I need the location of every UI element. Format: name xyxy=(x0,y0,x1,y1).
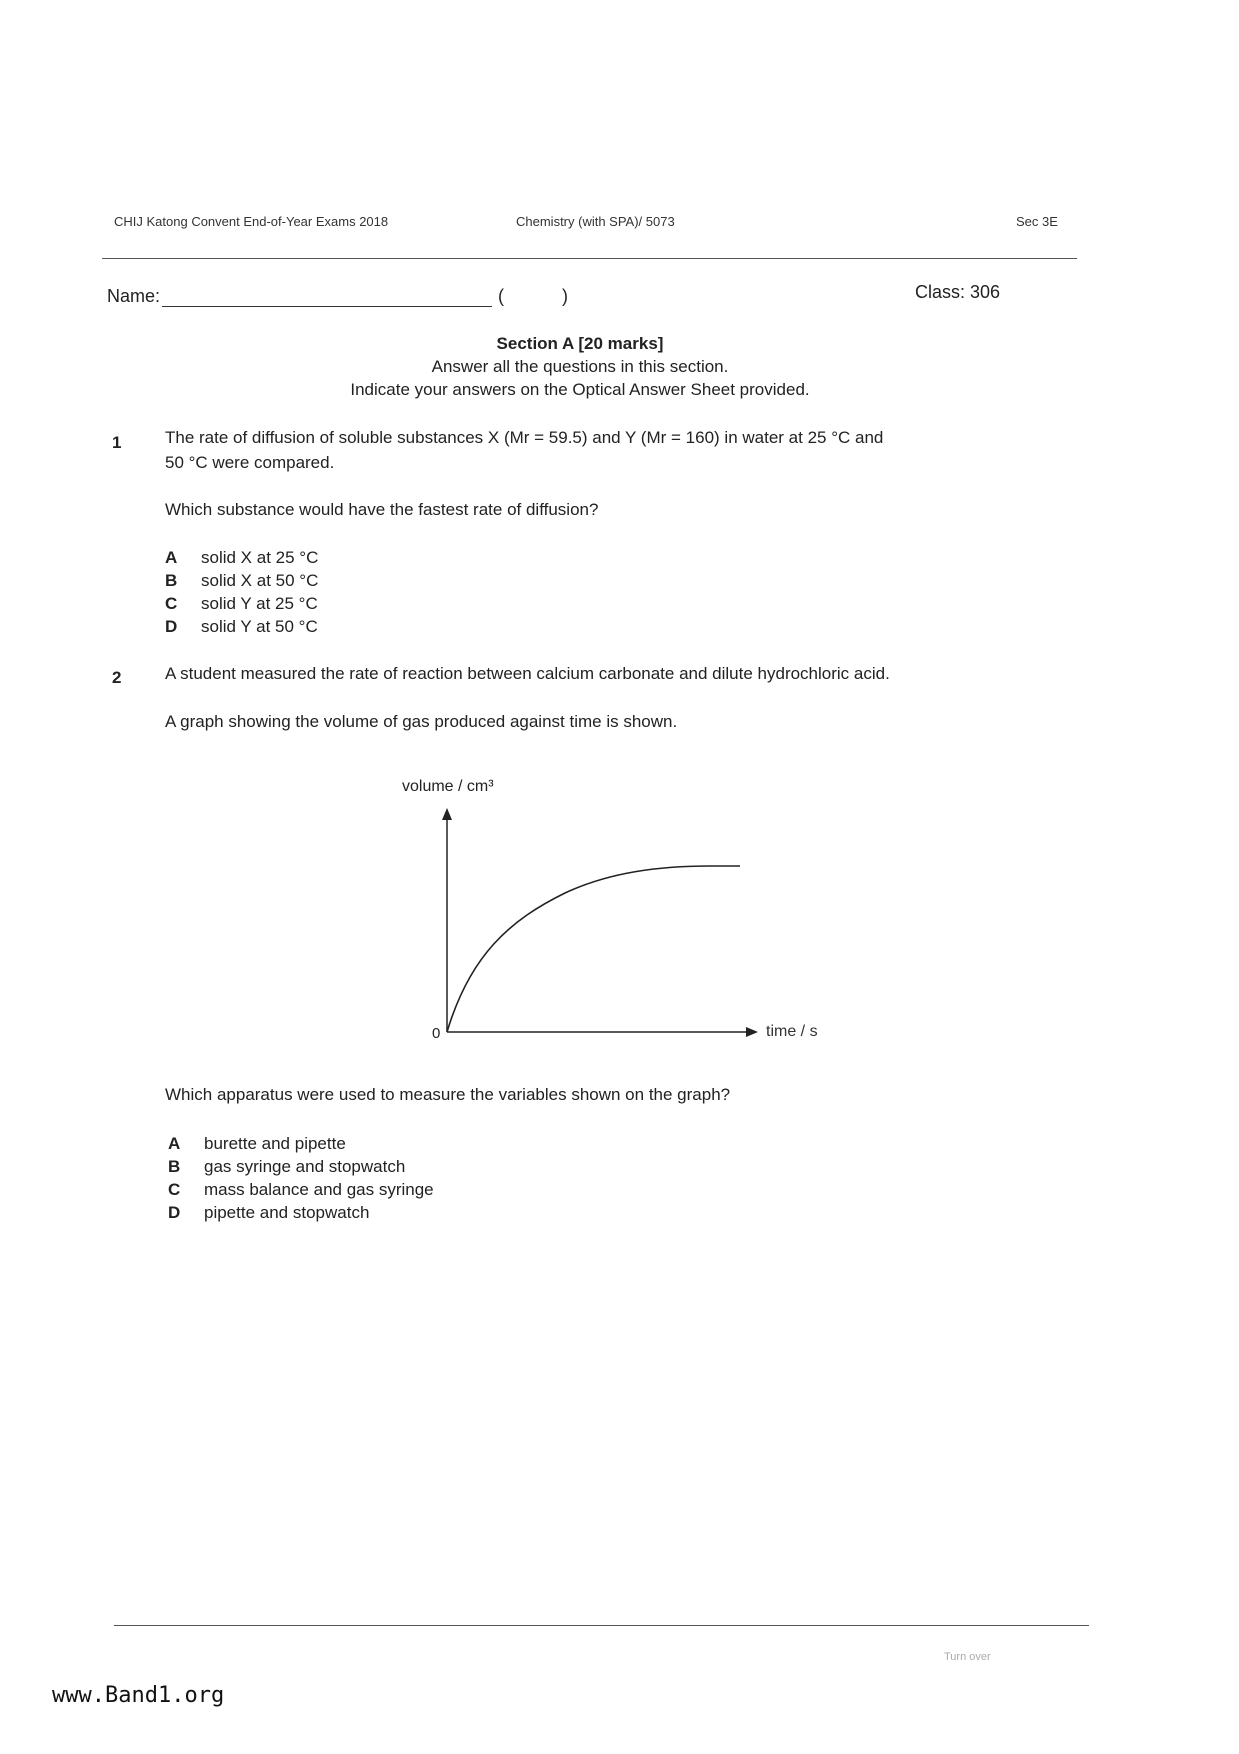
option-letter: A xyxy=(165,548,178,567)
turn-over-note: Turn over xyxy=(944,1651,991,1663)
option-letter: A xyxy=(168,1134,181,1153)
question-1-text-line2: 50 °C were compared. xyxy=(165,453,335,472)
graph-y-axis-label: volume / cm³ xyxy=(402,778,494,795)
option-text: solid Y at 50 °C xyxy=(201,617,318,636)
question-1-option-a xyxy=(165,546,318,569)
option-letter: D xyxy=(165,617,178,636)
section-instruction-1: Answer all the questions in this section. xyxy=(431,357,729,376)
question-1-text-line1: The rate of diffusion of soluble substances X (Mr = 59.5) and Y (Mr = 160) in water at 25 °C and xyxy=(165,428,884,447)
option-letter: C xyxy=(168,1180,181,1199)
question-2-number: 2 xyxy=(112,668,122,687)
option-text: gas syringe and stopwatch xyxy=(204,1157,406,1176)
question-1-option-b xyxy=(165,569,318,592)
question-2-option-d xyxy=(168,1201,369,1224)
graph-origin-label: 0 xyxy=(432,1025,441,1042)
section-instruction-2: Indicate your answers on the Optical Answer Sheet provided. xyxy=(350,380,810,399)
graph-y-arrowhead xyxy=(442,808,452,820)
question-2-text-line2: A graph showing the volume of gas produced against time is shown. xyxy=(165,712,678,731)
index-paren-close: ) xyxy=(562,286,569,306)
exam-header-school: CHIJ Katong Convent End-of-Year Exams 2018 xyxy=(114,214,389,229)
option-text: pipette and stopwatch xyxy=(204,1203,370,1222)
option-letter: B xyxy=(165,571,178,590)
question-1-number: 1 xyxy=(112,433,122,452)
question-1-prompt: Which substance would have the fastest rate of diffusion? xyxy=(165,500,599,519)
option-letter: C xyxy=(165,594,178,613)
option-letter: B xyxy=(168,1157,181,1176)
question-2-option-b xyxy=(168,1155,405,1178)
option-text: solid X at 25 °C xyxy=(201,548,319,567)
option-text: solid X at 50 °C xyxy=(201,571,319,590)
class-label: Class: 306 xyxy=(915,282,1001,302)
option-text: burette and pipette xyxy=(204,1134,346,1153)
question-2-text-line1: A student measured the rate of reaction between calcium carbonate and dilute hydrochloric acid. xyxy=(165,664,890,683)
option-letter: D xyxy=(168,1203,181,1222)
question-2-prompt: Which apparatus were used to measure the variables shown on the graph? xyxy=(165,1085,731,1104)
question-2-option-c xyxy=(168,1178,434,1201)
footer-divider xyxy=(114,1625,1089,1626)
section-title: Section A [20 marks] xyxy=(496,334,664,353)
question-1-option-c xyxy=(165,592,318,615)
index-paren-open: ( xyxy=(498,286,505,306)
name-row xyxy=(107,286,568,307)
option-text: solid Y at 25 °C xyxy=(201,594,318,613)
option-text: mass balance and gas syringe xyxy=(204,1180,434,1199)
graph-curve xyxy=(447,866,740,1032)
header-divider xyxy=(102,258,1077,259)
graph-x-arrowhead xyxy=(746,1027,758,1037)
site-watermark: www.Band1.org xyxy=(52,1683,225,1708)
name-blank-line xyxy=(162,288,492,307)
question-1-option-d xyxy=(165,615,318,638)
exam-header-level: Sec 3E xyxy=(1016,214,1058,229)
exam-header-subject: Chemistry (with SPA)/ 5073 xyxy=(516,214,675,229)
graph-x-axis-label: time / s xyxy=(766,1023,818,1040)
question-2-option-a xyxy=(168,1132,346,1155)
volume-time-graph xyxy=(380,770,850,1050)
name-label: Name: xyxy=(107,286,161,306)
